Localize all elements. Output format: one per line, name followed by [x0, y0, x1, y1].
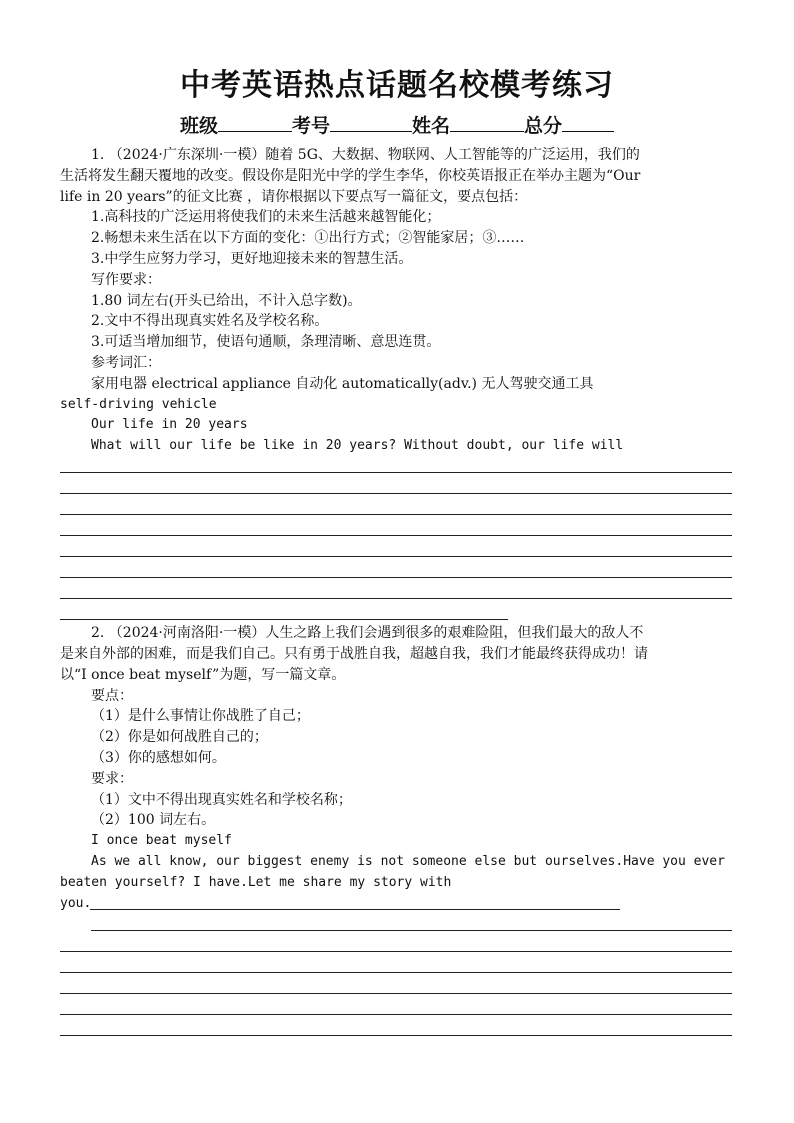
- score-blank[interactable]: [562, 113, 614, 132]
- q1-intro-line-1: 1. （2024·广东深圳·一模）随着 5G、大数据、物联网、人工智能等的广泛运用，我们的: [91, 147, 640, 163]
- q1-intro-line-3: life in 20 years”的征文比赛 ，请你根据以下要点写一篇征文，要点包括：: [60, 189, 528, 205]
- q1-requirements-label: 写作要求：: [91, 272, 161, 288]
- q1-answer-line[interactable]: [60, 514, 732, 515]
- q2-answer-line-inline[interactable]: [90, 909, 620, 910]
- q2-answer-line[interactable]: [60, 951, 732, 952]
- q1-answer-line[interactable]: [60, 493, 732, 494]
- q2-requirement-1: （1）文中不得出现真实姓名和学校名称；: [91, 792, 352, 808]
- q1-point-2: 2.畅想未来生活在以下方面的变化：①出行方式；②智能家居；③……: [91, 230, 525, 246]
- q1-essay-title: Our life in 20 years: [91, 417, 248, 432]
- q1-essay-start: What will our life be like in 20 years? Without doubt, our life will: [91, 438, 624, 453]
- q2-answer-line[interactable]: [91, 930, 732, 931]
- q1-vocab-line-2: self-driving vehicle: [60, 397, 217, 412]
- q1-vocab-line-1: 家用电器 electrical appliance 自动化 automatically(adv.) 无人驾驶交通工具: [91, 376, 594, 392]
- q2-essay-title: I once beat myself: [91, 833, 232, 848]
- q2-essay-line-3: you.: [60, 896, 92, 911]
- class-label: 班级: [179, 115, 218, 137]
- q2-intro-line-2: 是来自外部的困难，而是我们自己。只有勇于战胜自我，超越自我，我们才能最终获得成功！请: [60, 646, 648, 662]
- q1-answer-line-short[interactable]: [60, 619, 508, 620]
- q2-point-1: （1）是什么事情让你战胜了自己；: [91, 708, 310, 724]
- page-title: 中考英语热点话题名校模考练习: [180, 68, 614, 103]
- q1-answer-line[interactable]: [60, 598, 732, 599]
- q1-answer-line[interactable]: [60, 556, 732, 557]
- q1-requirement-3: 3.可适当增加细节，使语句通顺，条理清晰、意思连贯。: [91, 334, 441, 350]
- student-info-row: [0, 111, 794, 138]
- q1-point-3: 3.中学生应努力学习，更好地迎接未来的智慧生活。: [91, 251, 413, 267]
- q2-points-label: 要点：: [91, 688, 133, 704]
- q2-point-2: （2）你是如何战胜自己的；: [91, 729, 268, 745]
- class-blank[interactable]: [218, 113, 292, 132]
- q2-answer-line[interactable]: [60, 1035, 732, 1036]
- q1-vocab-label: 参考词汇：: [91, 355, 161, 371]
- q2-answer-line[interactable]: [60, 972, 732, 973]
- q1-requirement-2: 2.文中不得出现真实姓名及学校名称。: [91, 313, 329, 329]
- q2-essay-line-2: beaten yourself? I have.Let me share my story with: [60, 875, 452, 890]
- q2-essay-line-1: As we all know, our biggest enemy is not someone else but ourselves.Have you ever: [91, 854, 725, 869]
- q2-intro-line-3: 以“I once beat myself”为题，写一篇文章。: [60, 667, 346, 683]
- q2-answer-line[interactable]: [60, 1014, 732, 1015]
- name-blank[interactable]: [450, 113, 524, 132]
- q2-answer-line[interactable]: [60, 993, 732, 994]
- q1-point-1: 1.高科技的广泛运用将使我们的未来生活越来越智能化；: [91, 209, 441, 225]
- q2-requirement-2: （2）100 词左右。: [91, 812, 216, 828]
- q1-intro-line-2: 生活将发生翻天覆地的改变。假设你是阳光中学的学生李华，你校英语报正在举办主题为“Our: [60, 168, 641, 184]
- q2-requirements-label: 要求：: [91, 771, 133, 787]
- number-blank[interactable]: [330, 113, 412, 132]
- q2-point-3: （3）你的感想如何。: [91, 750, 226, 766]
- name-label: 姓名: [412, 115, 451, 137]
- number-label: 考号: [291, 115, 330, 137]
- q1-answer-line[interactable]: [60, 472, 732, 473]
- q1-requirement-1: 1.80 词左右(开头已给出，不计入总字数)。: [91, 293, 362, 309]
- q1-answer-line[interactable]: [60, 535, 732, 536]
- q1-answer-line[interactable]: [60, 577, 732, 578]
- score-label: 总分: [524, 115, 563, 137]
- q2-intro-line-1: 2. （2024·河南洛阳·一模）人生之路上我们会遇到很多的艰难险阻，但我们最大的敌人不: [91, 625, 644, 641]
